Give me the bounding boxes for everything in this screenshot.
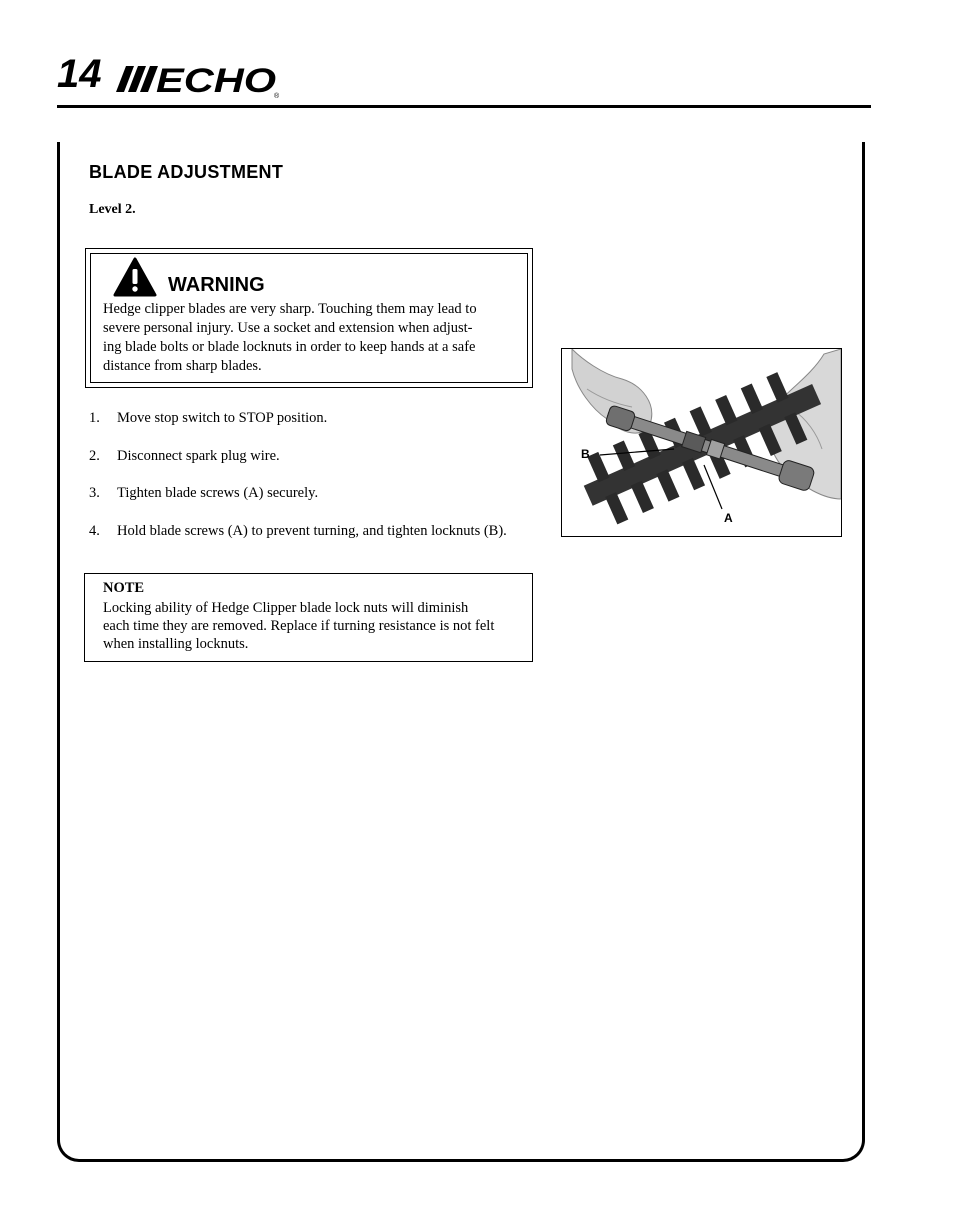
echo-logo-text: ECHO	[156, 62, 276, 100]
step-number: 3.	[89, 485, 100, 501]
note-line: Locking ability of Hedge Clipper blade lock nuts will diminish	[103, 600, 469, 616]
registered-mark: ®	[274, 93, 280, 100]
note-line: when installing locknuts.	[103, 636, 249, 652]
warning-title: WARNING	[168, 274, 265, 296]
photo-illustration	[562, 349, 841, 536]
step-number: 4.	[89, 522, 100, 539]
step-text: Hold blade screws (A) to prevent turning, and tighten locknuts (B).	[117, 522, 507, 539]
warning-triangle-icon	[113, 257, 157, 297]
note-text	[103, 599, 528, 653]
level-label: Level 2.	[89, 202, 136, 217]
section-heading: BLADE ADJUSTMENT	[89, 162, 284, 182]
note-line: each time they are removed. Replace if turning resistance is not felt	[103, 618, 495, 634]
warning-inner-frame	[90, 253, 528, 383]
blade-adjustment-photo	[561, 348, 842, 537]
step-text: Tighten blade screws (A) securely.	[117, 485, 319, 501]
step-number: 2.	[89, 447, 100, 464]
note-title: NOTE	[103, 580, 145, 596]
echo-logo	[116, 58, 282, 100]
warning-line: distance from sharp blades.	[103, 358, 262, 374]
warning-box	[85, 248, 533, 388]
header-rule	[57, 105, 871, 108]
callout-b: B	[581, 447, 590, 461]
warning-line: ing blade bolts or blade locknuts in order to keep hands at a safe	[103, 339, 476, 355]
step-number: 1.	[89, 410, 100, 426]
step-text: Move stop switch to STOP position.	[117, 410, 328, 426]
step-text: Disconnect spark plug wire.	[117, 447, 280, 464]
warning-line: severe personal injury. Use a socket and extension when adjust-	[103, 320, 473, 336]
page-number: 14	[57, 52, 102, 96]
warning-text	[103, 300, 518, 376]
note-box	[84, 573, 533, 662]
warning-line: Hedge clipper blades are very sharp. Touching them may lead to	[103, 301, 477, 317]
callout-a: A	[724, 511, 733, 525]
